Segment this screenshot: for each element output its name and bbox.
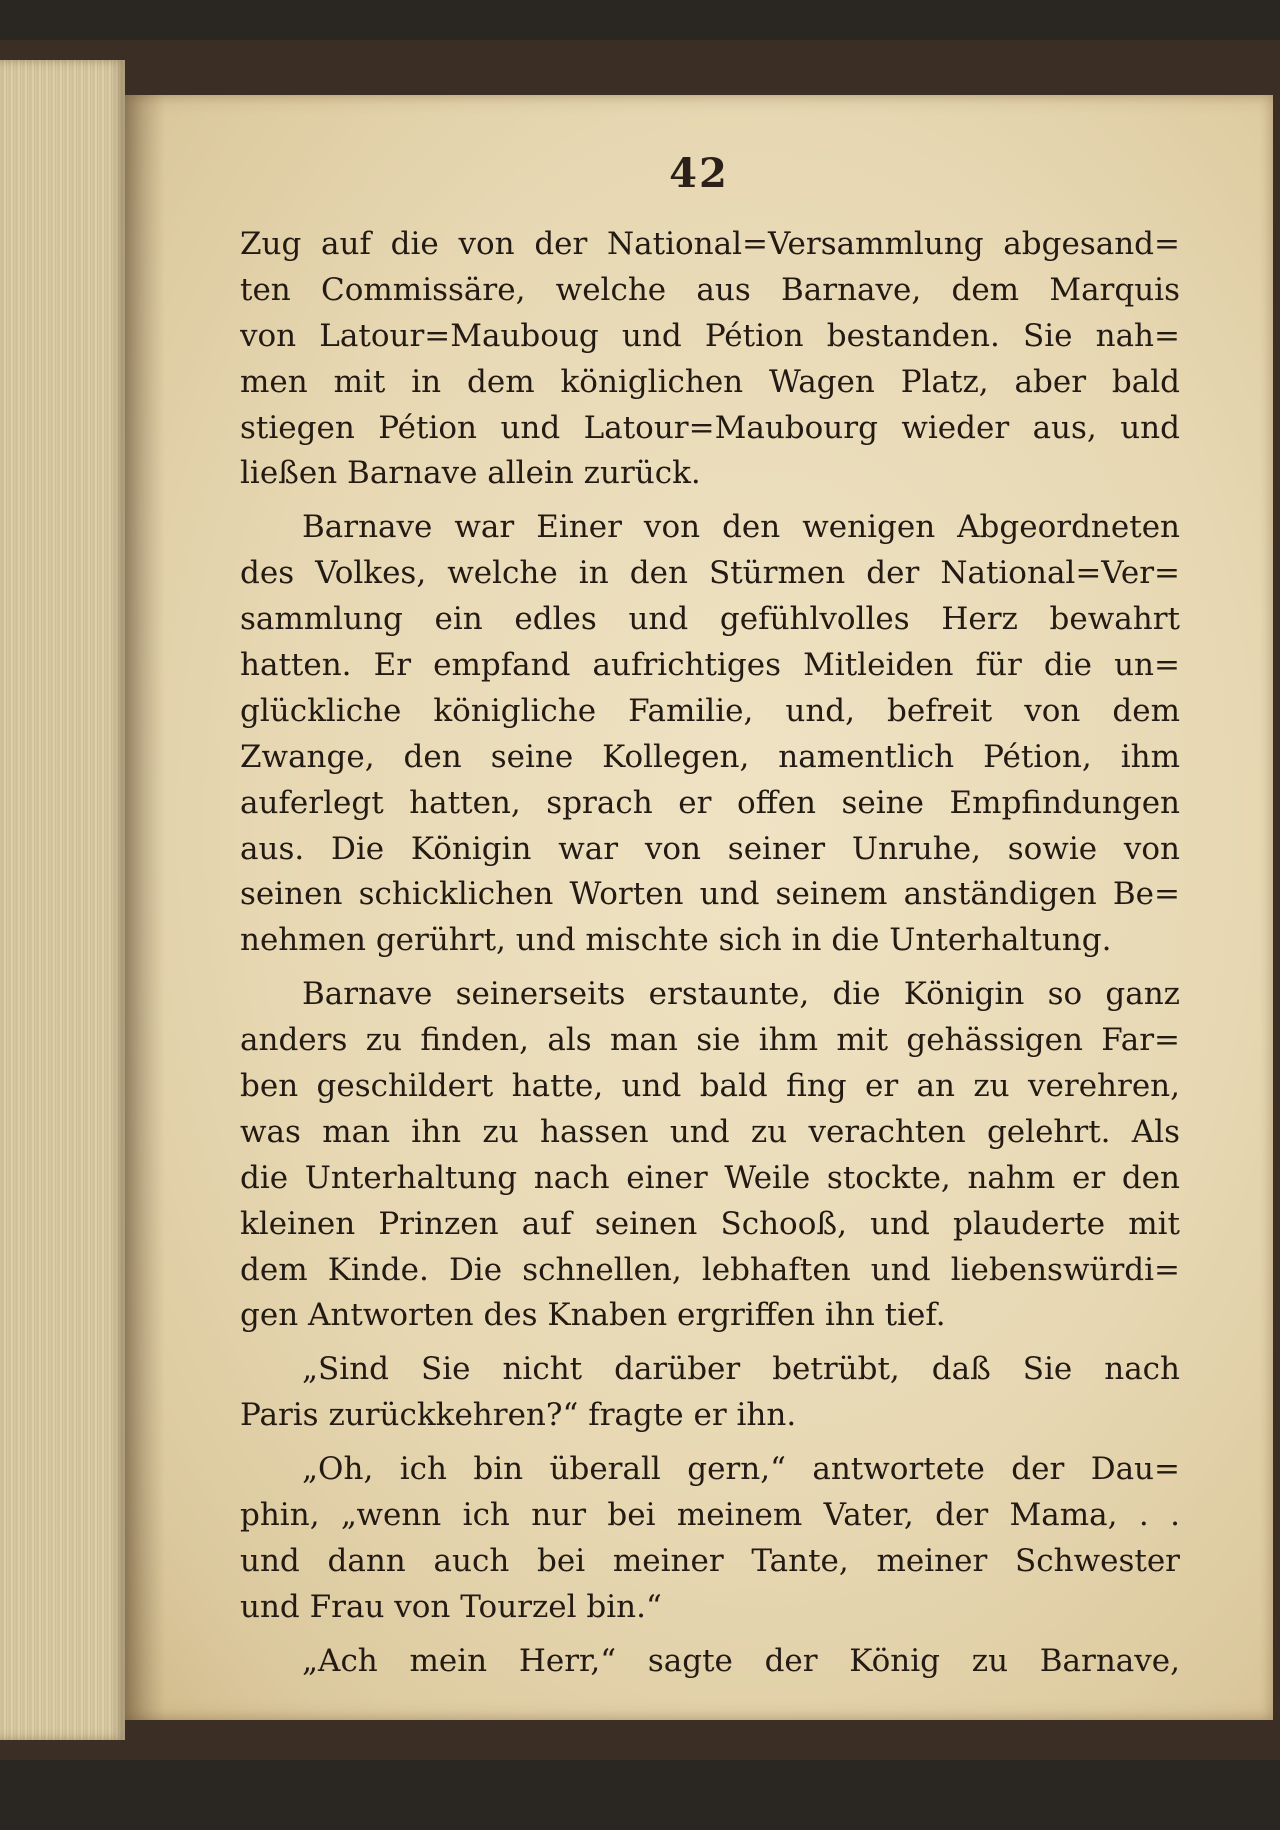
text-line: was man ihn zu hassen und zu verachten gelehrt. Als <box>240 1113 1180 1150</box>
text-line: ten Commissäre, welche aus Barnave, dem Marquis <box>240 271 1180 308</box>
text-line: seinen schicklichen Worten und seinem anständigen Be= <box>240 876 1180 913</box>
text-line: sammlung ein edles und gefühlvolles Herz bewahrt <box>240 601 1180 638</box>
text-line: hatten. Er empfand aufrichtiges Mitleiden für die un= <box>240 647 1180 684</box>
text-line: phin, „wenn ich nur bei meinem Vater, der Mama, . . <box>240 1497 1180 1534</box>
text-line: ben geschildert hatte, und bald fing er an zu verehren, <box>240 1068 1180 1105</box>
text-line: „Oh, ich bin überall gern,“ antwortete der Dau= <box>302 1451 1180 1488</box>
page-text <box>240 222 1180 1685</box>
text-line: die Unterhaltung nach einer Weile stockte, nahm er den <box>240 1159 1180 1196</box>
text-line: auferlegt hatten, sprach er offen seine Empfindungen <box>240 784 1180 821</box>
text-line: „Sind Sie nicht darüber betrübt, daß Sie nach <box>302 1351 1180 1388</box>
text-line: nehmen gerührt, und mischte sich in die Unterhaltung. <box>240 922 1112 959</box>
text-line: anders zu finden, als man sie ihm mit gehässigen Far= <box>240 1022 1180 1059</box>
text-line: des Volkes, welche in den Stürmen der National=Ver= <box>240 555 1180 592</box>
text-line: aus. Die Königin war von seiner Unruhe, sowie von <box>240 830 1180 867</box>
text-line: stiegen Pétion und Latour=Maubourg wieder aus, und <box>240 409 1180 446</box>
text-line: kleinen Prinzen auf seinen Schooß, und plauderte mit <box>240 1205 1180 1242</box>
text-line: men mit in dem königlichen Wagen Platz, aber bald <box>240 363 1180 400</box>
text-line: Barnave war Einer von den wenigen Abgeordneten <box>302 509 1180 546</box>
book-page <box>125 95 1273 1720</box>
text-line: Zwange, den seine Kollegen, namentlich Pétion, ihm <box>240 738 1180 775</box>
text-line: Zug auf die von der National=Versammlung abgesand= <box>240 226 1180 262</box>
text-line: Paris zurückkehren?“ fragte er ihn. <box>240 1397 797 1434</box>
page-edges <box>0 60 125 1740</box>
text-line: und dann auch bei meiner Tante, meiner Schwester <box>240 1542 1180 1579</box>
page-number: 42 <box>669 150 729 197</box>
text-line: glückliche königliche Familie, und, befreit von dem <box>240 692 1180 729</box>
text-line: „Ach mein Herr,“ sagte der König zu Barnave, <box>302 1642 1180 1679</box>
text-line: gen Antworten des Knaben ergriffen ihn tief. <box>240 1297 946 1334</box>
spine-shadow <box>125 95 165 1720</box>
text-line: ließen Barnave allein zurück. <box>240 455 701 492</box>
text-line: von Latour=Mauboug und Pétion bestanden. Sie nah= <box>240 317 1180 354</box>
text-line: Barnave seinerseits erstaunte, die Königin so ganz <box>302 976 1180 1013</box>
text-line: dem Kinde. Die schnellen, lebhaften und liebenswürdi= <box>240 1251 1180 1288</box>
text-line: und Frau von Tourzel bin.“ <box>240 1588 662 1625</box>
